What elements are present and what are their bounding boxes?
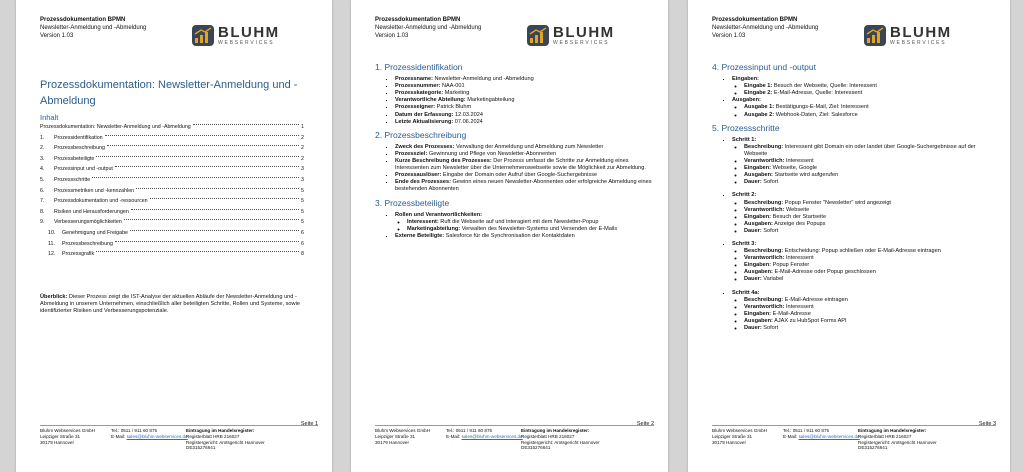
item-value: Sofort	[761, 179, 779, 186]
list-item	[395, 212, 655, 233]
item-label: Verantwortlich:	[744, 255, 785, 262]
footer-register-3: DE315276641	[521, 445, 551, 451]
document-page-1	[16, 0, 332, 472]
toc-entry[interactable]	[40, 251, 304, 262]
item-value: Interessent	[784, 158, 814, 165]
description-list	[375, 144, 655, 194]
section-heading-1: 1. Prozessidentifikation	[375, 62, 463, 72]
toc-leader	[107, 145, 299, 146]
toc-label: Prozessbeschreibung	[54, 145, 105, 152]
list-item	[395, 172, 655, 179]
participants-list	[375, 212, 655, 240]
logo-sub: WEBSERVICES	[890, 40, 947, 46]
toc-leader	[131, 209, 299, 210]
item-value: Webseite, Google	[771, 165, 817, 172]
footer-divider	[375, 425, 654, 426]
sublist-item	[744, 262, 992, 269]
identification-list	[375, 76, 655, 126]
footer-register-2: Registergericht: Amtsgericht Hannover	[521, 439, 600, 445]
toc-page: 1	[301, 124, 304, 130]
item-label: Prozessname:	[395, 76, 433, 83]
item-value: Marketing	[443, 90, 470, 97]
footer-company: Bluhm Webservices GmbH	[375, 428, 431, 433]
toc-label: Prozessgrafik	[62, 251, 95, 258]
step-details	[732, 297, 992, 332]
item-label: Ausgaben:	[744, 220, 773, 227]
toc-leader	[150, 198, 299, 199]
overview-text: Dieser Prozess zeigt die IST-Analyse der aktuellen Abläufe der Newsletter-Anmeldung und -Abmeldung in unserem Unternehmen, einschließlich aller beteiligten Schritte, Rollen und Systeme, sowie identifizierter Risiken und Verbesserungspotenziale.	[40, 294, 300, 315]
item-value: Ruft die Webseite auf und interagiert mit dem Newsletter-Popup	[438, 218, 599, 225]
item-value: Interessent	[784, 255, 814, 262]
header-version: Version 1.03	[40, 33, 74, 39]
step-item	[732, 192, 992, 235]
step-item	[732, 241, 992, 284]
header-subtitle: Newsletter-Anmeldung und -Abmeldung	[375, 25, 482, 31]
steps-list	[712, 137, 992, 332]
toc-label: Risiken und Herausforderungen	[54, 208, 129, 215]
item-value: Patrick Bluhm	[435, 104, 472, 111]
list-item	[732, 76, 992, 97]
item-value: Variabel	[761, 276, 784, 283]
step-details	[732, 200, 992, 235]
page-number: Seite 3	[978, 421, 996, 427]
list-item	[395, 112, 655, 119]
page-number: Seite 2	[636, 421, 654, 427]
item-value: Popup Fenster	[771, 262, 810, 269]
external-value: Salesforce für die Synchronisation der Kontaktdaten	[444, 232, 575, 239]
item-label: Prozesskategorie:	[395, 90, 444, 97]
item-value: 07.06.2024	[453, 118, 483, 125]
toc-leader	[115, 241, 299, 242]
item-value: AJAX zu HubSpot Forms API	[772, 317, 847, 324]
toc-entry[interactable]	[40, 230, 304, 241]
document-page-3	[688, 0, 1010, 472]
toc-page: 3	[301, 176, 304, 183]
list-item	[395, 83, 655, 90]
sublist-item	[407, 219, 655, 226]
toc-number: 4.	[40, 166, 45, 173]
footer-register-2: Registergericht: Amtsgericht Hannover	[858, 439, 937, 445]
toc-number: 6.	[40, 187, 45, 194]
toc-label: Prozessdokumentation und -ressourcen	[54, 198, 148, 205]
item-label: Dauer:	[744, 227, 762, 234]
toc-number: 5.	[40, 176, 45, 183]
toc-number: 2.	[40, 145, 45, 152]
list-item	[395, 97, 655, 104]
page-header	[712, 16, 818, 40]
item-value: E-Mail-Adresse oder Popup geschlossen	[772, 269, 876, 276]
toc-leader	[115, 166, 299, 167]
toc-leader	[124, 219, 299, 220]
sublist-item	[744, 318, 992, 325]
item-label: Prozesseigner:	[395, 104, 436, 111]
item-label: Eingabe 2:	[744, 90, 773, 97]
item-value: Verwaltung der Anmeldung und Abmeldung zum Newsletter	[454, 143, 604, 150]
toc-entry[interactable]	[40, 219, 304, 230]
toc-number: 3.	[40, 155, 45, 162]
logo-name: BLUHM	[890, 24, 952, 41]
footer-register-1: Registerblatt HRB 216027	[858, 433, 912, 439]
toc-page: 6	[301, 229, 304, 236]
toc-leader	[136, 188, 299, 189]
item-label: Dauer:	[744, 325, 762, 331]
item-label: Beschreibung:	[744, 143, 784, 150]
footer-register-1: Registerblatt HRB 216027	[521, 433, 575, 439]
footer-tel: Tel.: 0511 / 911 60 875	[446, 428, 493, 433]
section-heading-2: 2. Prozessbeschreibung	[375, 129, 467, 140]
list-item	[732, 97, 992, 118]
footer-register-title: Eintragung im Handelsregister:	[521, 428, 590, 433]
item-label: Eingabe 1:	[744, 83, 773, 90]
toc-number: 10.	[48, 229, 56, 236]
logo-name: BLUHM	[553, 24, 615, 41]
toc-number: 8.	[40, 208, 45, 215]
item-label: Ende des Prozesses:	[395, 179, 451, 186]
roles-label: Rollen und Verantwortlichkeiten:	[395, 211, 483, 218]
toc-entry[interactable]	[40, 166, 304, 177]
item-value: Der Prozess umfasst die Schritte zur Anmeldung eines Interessenten zum Newsletter über die Unternehmenswebseite sowie die Möglichkeit zur Abmeldung.	[395, 158, 646, 172]
footer-street: Leipziger Straße 31	[375, 433, 416, 439]
item-value: E-Mail-Adresse	[771, 310, 811, 317]
roles-sublist	[395, 219, 655, 233]
header-title: Prozessdokumentation BPMN	[40, 17, 126, 23]
item-label: Eingaben:	[744, 213, 772, 220]
table-of-contents	[40, 124, 304, 262]
item-label: Ausgaben:	[744, 317, 773, 324]
sublist-item	[744, 158, 992, 165]
toc-entry[interactable]	[40, 124, 304, 135]
toc-leader	[96, 251, 299, 252]
item-label: Datum der Erfassung:	[395, 111, 454, 118]
item-label: Ausgaben:	[744, 172, 773, 179]
header-subtitle: Newsletter-Anmeldung und -Abmeldung	[712, 25, 819, 31]
item-value: Marketingabteilung	[465, 97, 515, 104]
logo-mark-icon	[192, 25, 214, 46]
item-value: Gewinnung und Pflege von Newsletter-Abonnenten	[427, 150, 557, 157]
step-title: Schritt 1:	[732, 136, 757, 143]
sublist-item	[744, 90, 992, 97]
overview-label: Überblick:	[40, 294, 68, 300]
sublist-item	[744, 172, 992, 179]
toc-entry[interactable]	[40, 209, 304, 220]
item-label: Dauer:	[744, 179, 762, 186]
toc-page: 6	[301, 240, 304, 247]
toc-page: 5	[301, 198, 304, 205]
list-item	[395, 151, 655, 158]
section-heading-3: 3. Prozessbeteiligte	[375, 197, 450, 208]
sublist-item	[407, 226, 655, 233]
item-label: Beschreibung:	[744, 199, 784, 206]
toc-number: 9.	[40, 219, 45, 226]
toc-leader	[130, 230, 299, 231]
outputs-label: Ausgaben:	[732, 97, 761, 104]
footer-company: Bluhm Webservices GmbH	[712, 428, 768, 433]
item-label: Eingaben:	[744, 165, 772, 172]
footer-register-title: Eintragung im Handelsregister:	[858, 428, 927, 433]
step-details	[732, 248, 992, 283]
item-label: Ausgabe 1:	[744, 104, 775, 111]
item-value: Newsletter-Anmeldung und -Abmeldung	[432, 76, 534, 83]
item-value: Webhook-Daten, Ziel: Salesforce	[774, 111, 858, 118]
item-label: Zweck des Prozesses:	[395, 143, 455, 150]
list-item	[395, 179, 655, 193]
toc-page: 2	[301, 145, 304, 152]
company-logo	[527, 25, 615, 46]
sublist-item	[744, 269, 992, 276]
logo-mark-icon	[527, 25, 549, 46]
toc-label: Verbesserungsmöglichkeiten	[54, 219, 122, 226]
footer-email-label: E-Mail:	[111, 433, 126, 439]
footer-register-3: DE315276641	[858, 445, 888, 451]
footer-street: Leipziger Straße 31	[40, 433, 81, 439]
item-value: Entscheidung: Popup schließen oder E-Mail-Adresse eintragen	[783, 248, 941, 255]
toc-number: 1.	[40, 134, 45, 141]
toc-leader	[96, 156, 299, 157]
step-title: Schritt 2:	[732, 192, 757, 199]
logo-sub: WEBSERVICES	[553, 40, 610, 46]
external-label: Externe Beteiligte:	[395, 232, 445, 239]
sublist-item	[744, 207, 992, 214]
toc-number: 11.	[48, 240, 55, 247]
toc-entry[interactable]	[40, 188, 304, 199]
toc-page: 8	[301, 251, 304, 258]
toc-leader	[193, 124, 299, 125]
page-3-body	[712, 64, 992, 338]
footer-divider	[712, 425, 996, 426]
item-value: Startseite wird aufgerufen	[772, 172, 839, 179]
item-label: Ausgaben:	[744, 269, 773, 276]
list-item	[395, 76, 655, 83]
document-page-2	[351, 0, 668, 472]
footer-email-label: E-Mail:	[783, 433, 798, 439]
item-label: Beschreibung:	[744, 248, 784, 255]
sublist-item	[744, 228, 992, 235]
document-title: Prozessdokumentation: Newsletter-Anmeldung und -Abmeldung	[40, 79, 298, 107]
item-value: Interessent gibt Domain ein oder landet über Google-Suchergebnisse auf der Webseite	[744, 143, 976, 157]
toc-entry[interactable]	[40, 135, 304, 146]
toc-label: Prozessbeteiligte	[54, 155, 95, 162]
footer-register-1: Registerblatt HRB 216027	[186, 433, 240, 439]
item-value: Gewinn eines neuen Newsletter-Abonnenten oder erfolgreiche Abmeldung eines bestehenden Abonnenten	[395, 179, 652, 193]
item-label: Dauer:	[744, 276, 762, 283]
item-value: Anzeige des Popups	[772, 220, 826, 227]
sublist-item	[744, 214, 992, 221]
footer-email-link[interactable]: sales@bluhm-webservices.de	[798, 433, 860, 439]
header-version: Version 1.03	[712, 33, 746, 39]
sublist-item	[744, 112, 992, 119]
toc-entry[interactable]	[40, 198, 304, 209]
item-label: Letzte Aktualisierung:	[395, 118, 454, 125]
list-item	[395, 119, 655, 126]
company-logo	[864, 25, 952, 46]
toc-page: 2	[301, 134, 304, 141]
io-list	[712, 76, 992, 119]
sublist-item	[744, 325, 992, 332]
item-label: Prozessziel:	[395, 150, 428, 157]
toc-number: 12.	[48, 251, 56, 258]
item-label: Beschreibung:	[744, 296, 784, 303]
item-label: Verantwortlich:	[744, 158, 785, 165]
sublist-item	[744, 179, 992, 186]
sublist-item	[744, 304, 992, 311]
item-label: Marketingabteilung:	[407, 225, 461, 232]
footer-tel: Tel.: 0511 / 911 60 875	[783, 428, 830, 433]
item-label: Ausgabe 2:	[744, 111, 775, 118]
sublist-item	[744, 165, 992, 172]
overview-paragraph	[40, 294, 310, 316]
toc-page: 5	[301, 219, 304, 226]
item-label: Verantwortliche Abteilung:	[395, 97, 466, 104]
step-title: Schritt 3:	[732, 240, 757, 247]
toc-leader	[105, 135, 299, 136]
sublist-item	[744, 248, 992, 255]
item-value: E-Mail-Adresse, Quelle: Interessent	[772, 90, 863, 97]
toc-number: 7.	[40, 198, 45, 205]
item-value: Besuch der Startseite	[771, 213, 827, 220]
toc-entry[interactable]	[40, 156, 304, 167]
logo-name: BLUHM	[218, 24, 280, 41]
footer-register-2: Registergericht: Amtsgericht Hannover	[186, 439, 265, 445]
company-logo	[192, 25, 280, 46]
list-item	[395, 90, 655, 97]
page-2-body	[375, 64, 655, 240]
item-value: NAA-001	[440, 83, 465, 90]
footer-divider	[40, 425, 318, 426]
item-value: Eingabe der Domain oder Aufruf über Google-Suchergebnisse	[441, 172, 598, 179]
toc-page: 3	[301, 166, 304, 173]
toc-title: Inhalt	[40, 113, 59, 122]
header-title: Prozessdokumentation BPMN	[375, 17, 461, 23]
item-value: Popup Fenster "Newsletter" wird angezeigt	[783, 199, 891, 206]
item-value: Besuch der Webseite, Quelle: Interessent	[772, 83, 877, 90]
footer-register-3: DE315276641	[186, 445, 216, 451]
toc-entry[interactable]	[40, 177, 304, 188]
item-value: Sofort	[761, 325, 779, 331]
toc-page: 5	[301, 208, 304, 215]
list-item	[395, 144, 655, 151]
sublist-item	[744, 104, 992, 111]
page-header	[40, 16, 146, 40]
item-value: Bestätigungs-E-Mail, Ziel: Interessent	[774, 104, 869, 111]
item-label: Interessent:	[407, 218, 439, 225]
sublist-item	[744, 200, 992, 207]
toc-page: 5	[301, 187, 304, 194]
footer-email-link[interactable]: sales@bluhm-webservices.de	[126, 433, 188, 439]
toc-label: Prozessbeschreibung	[62, 240, 113, 247]
section-heading-4: 4. Prozessinput und -output	[712, 62, 816, 72]
step-item	[732, 137, 992, 187]
toc-label: Prozessidentifikation	[54, 134, 103, 141]
item-value: E-Mail-Adresse eintragen	[783, 296, 848, 303]
item-value: Verwalten des Newsletter-Systems und Versenden der E-Mails	[460, 225, 618, 232]
item-value: 12.03.2024	[453, 111, 483, 118]
item-label: Verantwortlich:	[744, 303, 785, 310]
sublist-item	[744, 221, 992, 228]
step-title: Schritt 4a:	[732, 289, 760, 296]
sublist-item	[744, 311, 992, 318]
toc-leader	[92, 177, 299, 178]
header-version: Version 1.03	[375, 33, 409, 39]
footer-city: 30179 Hannover	[375, 439, 409, 445]
item-label: Verantwortlich:	[744, 206, 785, 213]
header-subtitle: Newsletter-Anmeldung und -Abmeldung	[40, 25, 147, 31]
list-item	[395, 233, 655, 240]
toc-entry[interactable]	[40, 241, 304, 252]
step-item	[732, 290, 992, 333]
footer-email-link[interactable]: sales@bluhm-webservices.de	[461, 433, 523, 439]
footer-tel: Tel.: 0511 / 911 60 875	[111, 428, 158, 433]
footer-city: 30179 Hannover	[40, 439, 74, 445]
item-value: Webseite	[784, 206, 810, 213]
inputs-sublist	[732, 83, 992, 97]
item-value: Sofort	[761, 227, 779, 234]
item-label: Kurze Beschreibung des Prozesses:	[395, 158, 492, 165]
footer-street: Leipziger Straße 31	[712, 433, 753, 439]
footer-city: 30179 Hannover	[712, 439, 746, 445]
page-header	[375, 16, 481, 40]
toc-label: Genehmigung und Freigabe	[62, 229, 128, 236]
item-label: Prozessauslöser:	[395, 172, 442, 179]
item-label: Prozessnummer:	[395, 83, 441, 90]
toc-page: 2	[301, 155, 304, 162]
item-label: Eingaben:	[744, 262, 772, 269]
section-heading-5: 5. Prozessschritte	[712, 122, 780, 133]
sublist-item	[744, 255, 992, 262]
list-item	[395, 158, 655, 172]
toc-entry[interactable]	[40, 145, 304, 156]
outputs-sublist	[732, 104, 992, 118]
toc-label: Prozessdokumentation: Newsletter-Anmeldung und -Abmeldung	[40, 124, 191, 130]
step-details	[732, 144, 992, 187]
logo-mark-icon	[864, 25, 886, 46]
footer-company: Bluhm Webservices GmbH	[40, 428, 96, 433]
toc-label: Prozessschritte	[54, 176, 91, 183]
toc-label: Prozessmetriken und -kennzahlen	[54, 187, 135, 194]
sublist-item	[744, 276, 992, 283]
list-item	[395, 104, 655, 111]
footer-email-label: E-Mail:	[446, 433, 461, 439]
header-title: Prozessdokumentation BPMN	[712, 17, 798, 23]
item-value: Interessent	[784, 303, 814, 310]
page-number: Seite 1	[300, 421, 318, 427]
sublist-item	[744, 144, 992, 158]
item-label: Eingaben:	[744, 310, 772, 317]
footer-register-title: Eintragung im Handelsregister:	[186, 428, 255, 433]
toc-label: Prozessinput und -output	[54, 166, 113, 173]
logo-sub: WEBSERVICES	[218, 40, 275, 46]
inputs-label: Eingaben:	[732, 76, 760, 83]
sublist-item	[744, 83, 992, 90]
sublist-item	[744, 297, 992, 304]
